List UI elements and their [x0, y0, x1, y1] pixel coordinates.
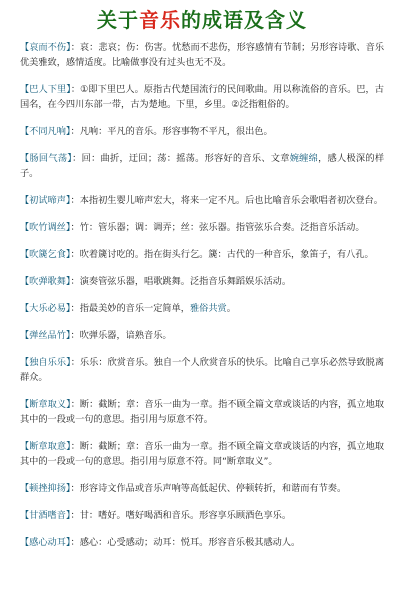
idiom-definition: ，感人极深的样子。: [20, 153, 385, 179]
idiom-term: 【断章取义】: [20, 399, 71, 410]
idiom-definition: ：吹弹乐器，谙熟音乐。: [70, 330, 172, 341]
idiom-definition: ：乐乐：欣赏音乐。独自一个人欣赏音乐的快乐。比喻自己享乐必然导致脱离群众。: [20, 357, 385, 383]
idiom-definition: ：回：曲折，迂回；荡：摇荡。形容好的音乐、文章: [72, 153, 290, 164]
idiom-definition: 。: [226, 303, 236, 314]
idiom-entry: [20, 328, 384, 343]
idiom-keyword: 婉缠绵: [289, 153, 319, 164]
idiom-entry: [20, 301, 384, 316]
title-highlight: 音乐: [139, 8, 181, 32]
idiom-entry: [20, 508, 384, 523]
idiom-definition: ：甘：嗜好。嗜好喝酒和音乐。形容享乐顾酒色享乐。: [70, 510, 292, 521]
idiom-term: 【巴人下里】: [20, 84, 71, 95]
idiom-term: 【独自乐乐】: [20, 357, 71, 368]
idiom-entry: [20, 439, 384, 469]
idiom-definition: ：竹：管乐器；调：调弄；丝：弦乐器。指管弦乐合奏。泛指音乐活动。: [70, 222, 365, 233]
idiom-entry: [20, 274, 384, 289]
idiom-entry: [20, 193, 384, 208]
idiom-term: 【吹篪乞食】: [20, 249, 71, 260]
idiom-definition: ：断：截断；章：音乐一曲为一章。指不顾全篇文章或谈话的内容，孤立地取其中的一段或一句的意思。指引用与原意不符。同“断章取义”。: [20, 441, 385, 467]
idiom-term: 【顿挫抑扬】: [20, 483, 71, 494]
idiom-term: 【弹丝品竹】: [20, 330, 71, 341]
idiom-definition: ：断：截断；章：音乐一曲为一章。指不顾全篇文章或谈话的内容，孤立地取其中的一段或一句的意思。指引用与原意不符。: [20, 399, 385, 425]
idiom-definition: ：演奏管弦乐器，唱歌跳舞。泛指音乐舞蹈娱乐活动。: [70, 276, 292, 287]
idiom-term: 【不同凡响】: [20, 126, 71, 137]
idiom-term: 【大乐必易】: [20, 303, 71, 314]
idiom-term: 【感心动耳】: [20, 537, 71, 548]
idiom-list: [20, 40, 384, 550]
title-prefix: 关于: [97, 8, 139, 32]
title-suffix: 的成语及含义: [181, 8, 307, 32]
idiom-term: 【哀而不伤】: [20, 42, 71, 53]
idiom-term: 【初试啼声】: [20, 195, 71, 206]
idiom-entry: [20, 220, 384, 235]
idiom-keyword: 雅俗共赏: [189, 303, 227, 314]
idiom-definition: ：吹着篪讨吃的。指在街头行乞。篪：古代的一种音乐，象笛子，有八孔。: [70, 249, 374, 260]
idiom-term: 【吹竹调丝】: [20, 222, 71, 233]
idiom-term: 【甘酒嗜音】: [20, 510, 71, 521]
idiom-term: 【吹弹歌舞】: [20, 276, 71, 287]
idiom-term: 【断章取意】: [20, 441, 71, 452]
idiom-entry: [20, 481, 384, 496]
idiom-entry: [20, 151, 384, 181]
idiom-definition: ：凡响：平凡的音乐。形容事物不平凡，很出色。: [70, 126, 273, 137]
idiom-definition: ：本指初生婴儿啼声宏大，将来一定不凡。后也比喻音乐会歌唱者初次登台。: [70, 195, 383, 206]
idiom-entry: [20, 535, 384, 550]
page-title: [20, 0, 384, 40]
idiom-entry: [20, 40, 384, 70]
idiom-entry: [20, 247, 384, 262]
idiom-term: 【肠回气荡】: [20, 153, 73, 164]
idiom-definition: ：指最美妙的音乐一定简单，: [70, 303, 190, 314]
idiom-entry: [20, 355, 384, 385]
idiom-definition: ：哀：悲哀；伤：伤害。忧愁而不悲伤，形容感情有节制；另形容诗歌、音乐优美雅致，感情适度。比喻做事没有过头也无不及。: [20, 42, 385, 68]
idiom-definition: ：感心：心受感动；动耳：悦耳。形容音乐极其感动人。: [70, 537, 301, 548]
idiom-entry: [20, 124, 384, 139]
idiom-entry: [20, 82, 384, 112]
idiom-entry: [20, 397, 384, 427]
idiom-definition: ：①即下里巴人。原指古代楚国流行的民间歌曲。用以称流俗的音乐。巴，古国名，在今四川东部一带，古为楚地。下里，乡里。②泛指粗俗的。: [20, 84, 384, 110]
idiom-definition: ：形容诗文作品或音乐声响等高低起伏、停顿转折，和谐而有节奏。: [70, 483, 347, 494]
